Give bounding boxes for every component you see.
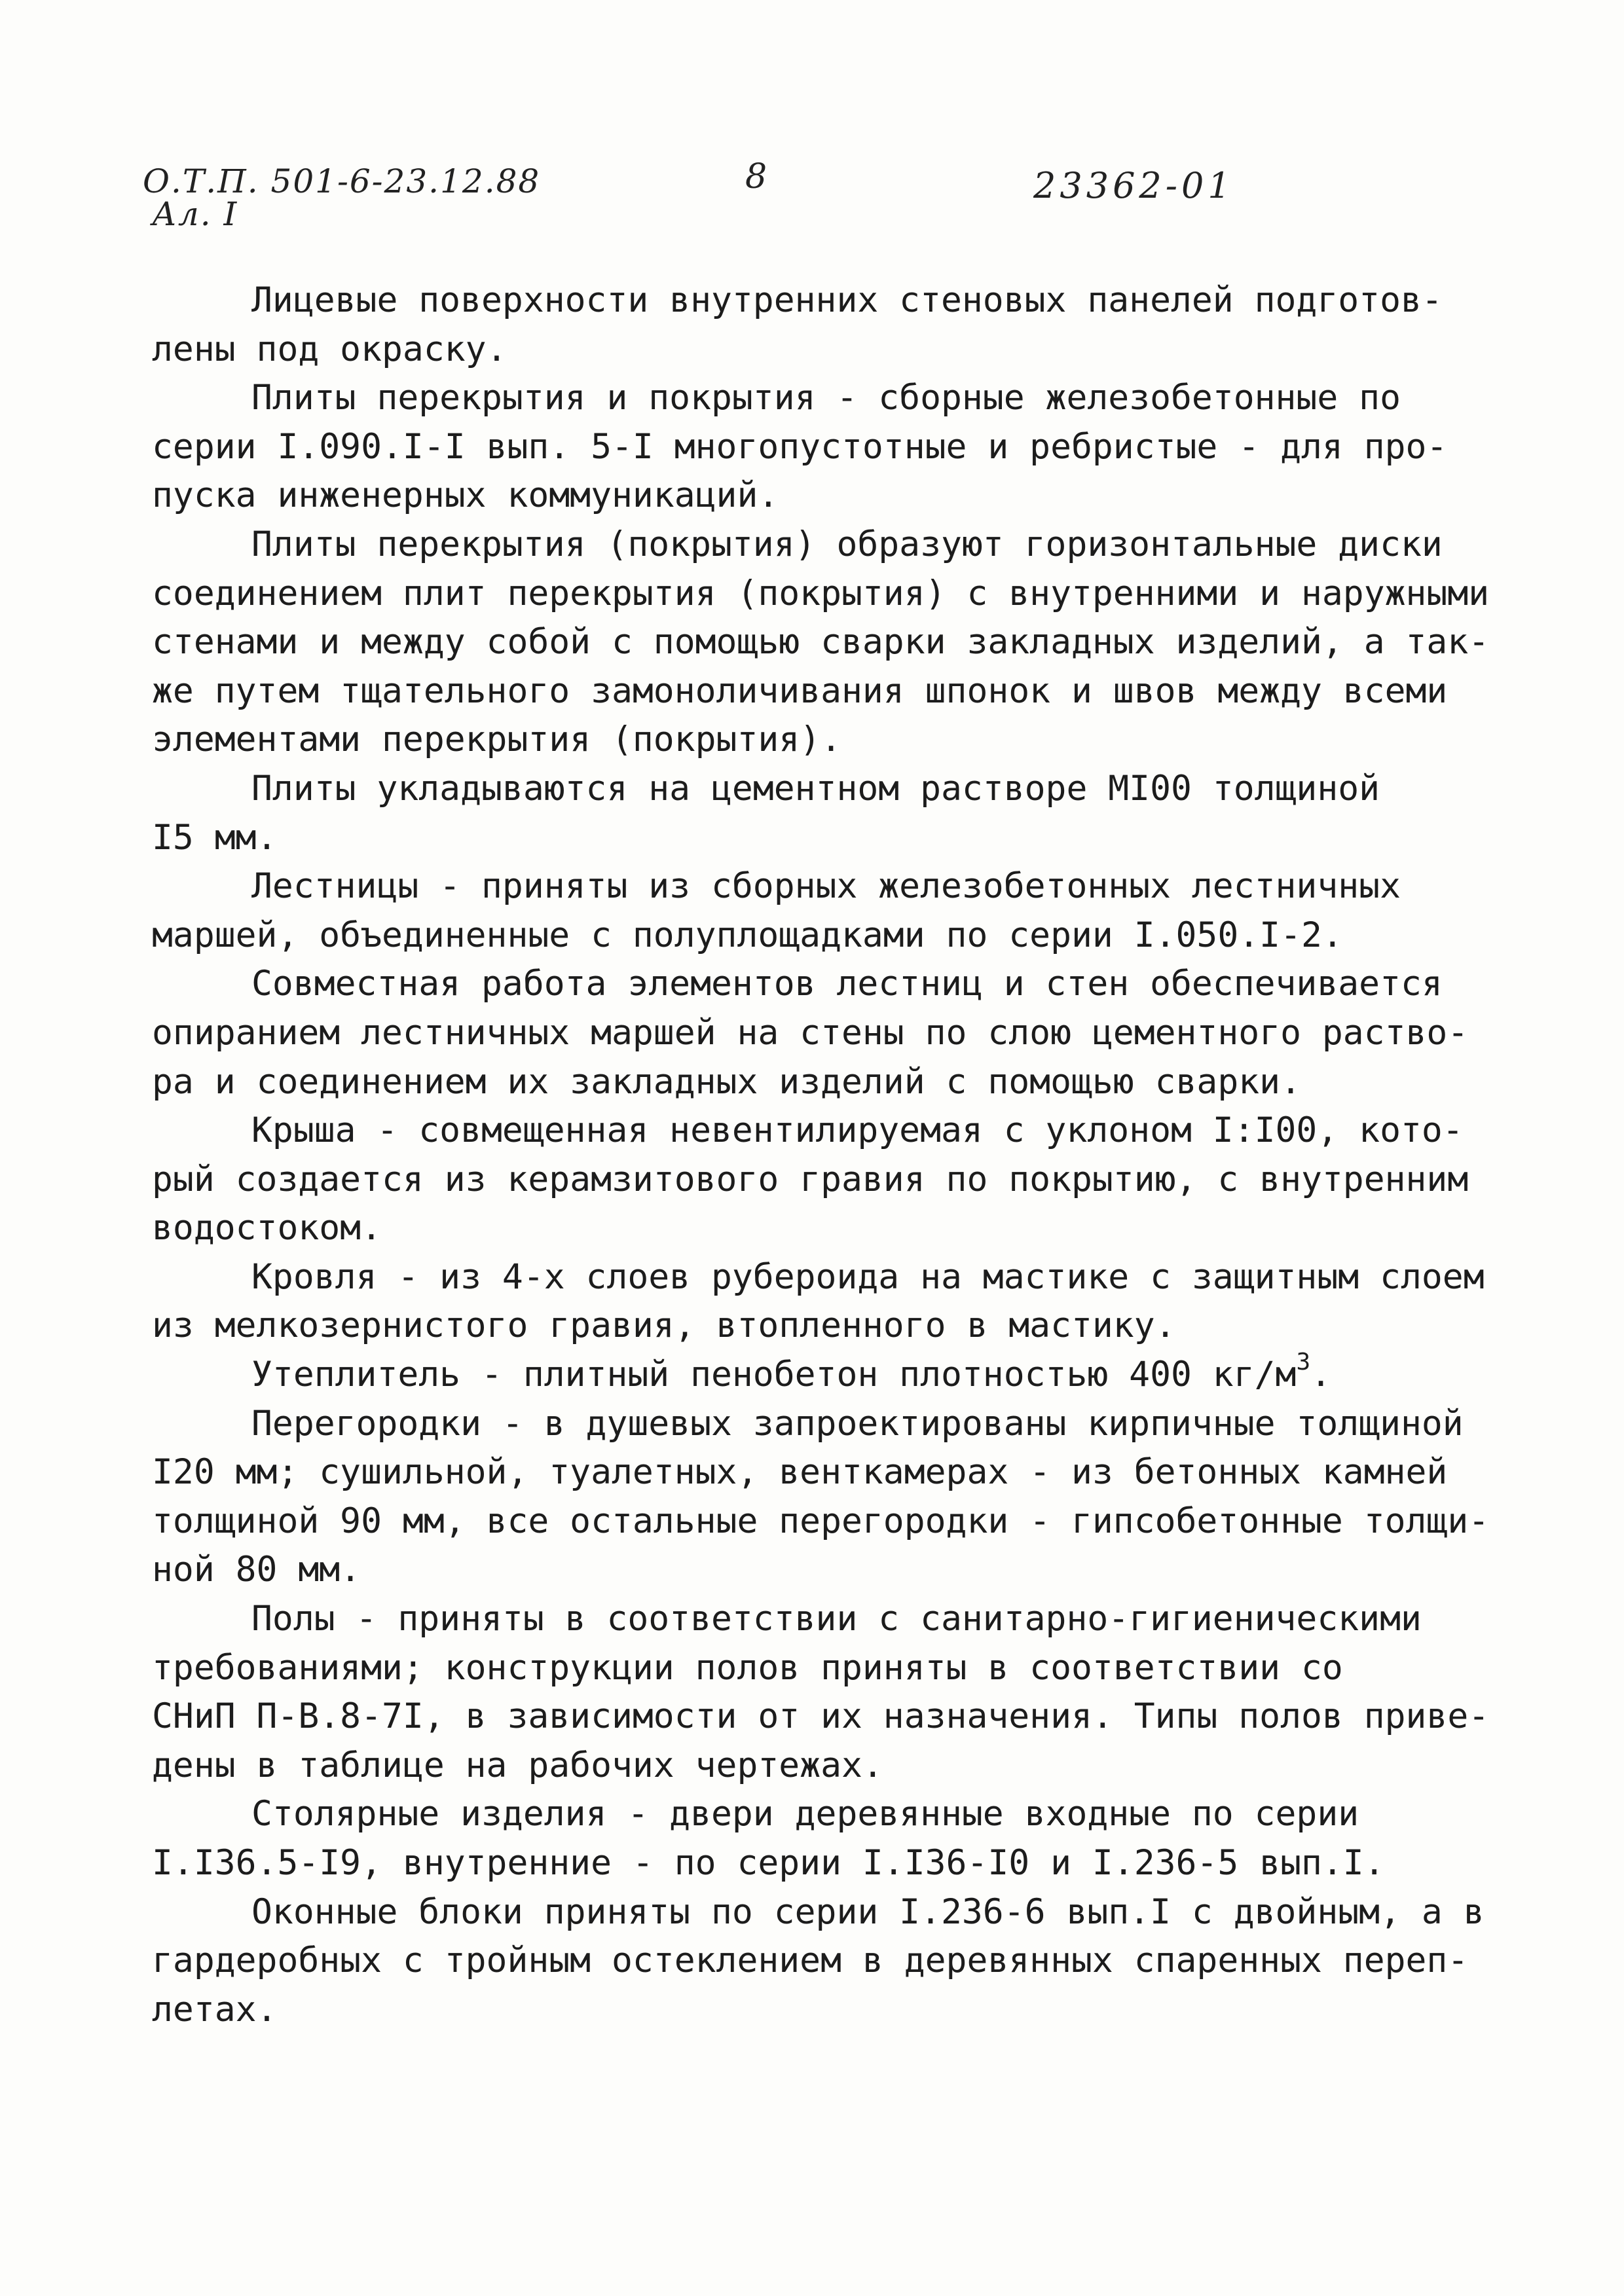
body-text [152, 276, 1490, 2034]
document-number: 23362-01 [1033, 165, 1234, 206]
text-line-content: толщиной 90 мм, все остальные перегородки - гипсобетонные толщи- [152, 1501, 1490, 1541]
text-line [152, 1351, 1475, 1400]
text-line [152, 765, 1475, 814]
text-line [152, 1741, 1475, 1791]
text-line [152, 1546, 1475, 1595]
text-line [152, 960, 1475, 1009]
text-line-content: рый создается из керамзитового гравия по покрытию, с внутренним [152, 1159, 1469, 1199]
text-line [152, 618, 1490, 667]
text-line-content: Крыша - совмещенная невентилируемая с уклоном I:I00, кото- [251, 1110, 1464, 1151]
text-line-content: же путем тщательного замоноличивания шпонок и швов между всеми [152, 670, 1448, 711]
text-line [152, 374, 1475, 423]
text-line [152, 1009, 1475, 1058]
text-line-content: Оконные блоки приняты по серии I.236-6 вып.I с двойным, а в [251, 1891, 1485, 1932]
text-line [152, 814, 1475, 863]
text-line [152, 1497, 1490, 1546]
text-line [152, 1986, 1475, 2035]
text-line [152, 1839, 1475, 1888]
text-line [152, 1448, 1475, 1497]
text-line-content: Совместная работа элементов лестниц и стен обеспечивается [251, 964, 1443, 1004]
text-line [152, 471, 1475, 520]
text-line-content: Столярные изделия - двери деревянные входные по серии [251, 1794, 1359, 1834]
text-line-content: летах. [152, 1989, 278, 2030]
text-line-content: СНиП П-В.8-7I, в зависимости от их назначения. Типы полов приве- [152, 1696, 1490, 1737]
text-line-content: пуска инженерных коммуникаций. [152, 475, 779, 516]
text-line [152, 911, 1475, 960]
text-line [152, 862, 1475, 911]
text-line [152, 423, 1475, 472]
text-line-content: I.I36.5-I9, внутренние - по серии I.I36-I0 и I.236-5 вып.I. [152, 1843, 1385, 1883]
text-line [152, 1644, 1475, 1693]
text-line [152, 1692, 1490, 1741]
text-line [152, 1888, 1485, 1937]
text-line-content: Плиты перекрытия (покрытия) образуют горизонтальные диски [251, 524, 1443, 564]
text-line-content: Кровля - из 4-х слоев рубероида на мастике с защитным слоем [251, 1256, 1485, 1297]
text-line [152, 1156, 1475, 1205]
text-line-content: I20 мм; сушильной, туалетных, венткамерах - из бетонных камней [152, 1452, 1448, 1493]
text-line [152, 520, 1475, 570]
text-line [152, 325, 1475, 374]
text-line [152, 1253, 1485, 1302]
project-code: О.Т.П. 501-6-23.12.88 [143, 162, 541, 200]
text-line-content: гардеробных с тройным остеклением в деревянных спаренных переп- [152, 1941, 1469, 1981]
text-line-content: Полы - приняты в соответствии с санитарно-гигиеническими [251, 1599, 1422, 1639]
text-line-content: требованиями; конструкции полов приняты в соответствии со [152, 1647, 1343, 1688]
text-line-content: соединением плит перекрытия (покрытия) с внутренними и наружными [152, 573, 1490, 613]
text-line-content: Плиты перекрытия и покрытия - сборные железобетонные по [251, 378, 1401, 418]
text-line-content: Лицевые поверхности внутренних стеновых панелей подготов- [251, 280, 1443, 320]
text-line [152, 1058, 1475, 1107]
text-line-content: Плиты укладываются на цементном растворе МI00 толщиной [251, 768, 1380, 809]
text-line [152, 1302, 1475, 1351]
text-line [152, 1204, 1475, 1253]
text-line [152, 276, 1475, 325]
text-line-content: водостоком. [152, 1208, 382, 1248]
text-line [152, 570, 1490, 619]
text-line-content: стенами и между собой с помощью сварки закладных изделий, а так- [152, 622, 1490, 663]
text-line-content: элементами перекрытия (покрытия). [152, 720, 841, 760]
text-line-content: дены в таблице на рабочих чертежах. [152, 1745, 883, 1785]
line-suffix: . [1310, 1355, 1332, 1395]
text-line [152, 1937, 1475, 1986]
text-line-content: опиранием лестничных маршей на стены по слою цементного раство- [152, 1012, 1469, 1053]
text-line [152, 1400, 1475, 1449]
text-line-content: из мелкозернистого гравия, втопленного в мастику. [152, 1305, 1176, 1346]
text-line-content: ра и соединением их закладных изделий с помощью сварки. [152, 1061, 1301, 1102]
text-line-content: маршей, объединенные с полуплощадками по серии I.050.I-2. [152, 915, 1343, 955]
text-line [152, 1106, 1475, 1156]
text-line-content: Лестницы - приняты из сборных железобетонных лестничных [251, 866, 1401, 907]
text-line [152, 667, 1475, 716]
text-line-content: Перегородки - в душевых запроектированы кирпичные толщиной [251, 1403, 1464, 1444]
sheet-label: Ал. I [152, 195, 238, 233]
text-line [152, 1790, 1475, 1839]
text-line-content: лены под окраску. [152, 329, 507, 369]
page-number: 8 [745, 157, 769, 196]
text-line-content: Утеплитель - плитный пенобетон плотностью 400 кг/м [251, 1355, 1297, 1395]
text-line-content: I5 мм. [152, 817, 278, 858]
text-line-content: ной 80 мм. [152, 1550, 361, 1590]
text-line [152, 716, 1475, 765]
text-line [152, 1595, 1475, 1644]
superscript: 3 [1296, 1349, 1311, 1376]
text-line-content: серии I.090.I-I вып. 5-I многопустотные и ребристые - для про- [152, 426, 1448, 467]
